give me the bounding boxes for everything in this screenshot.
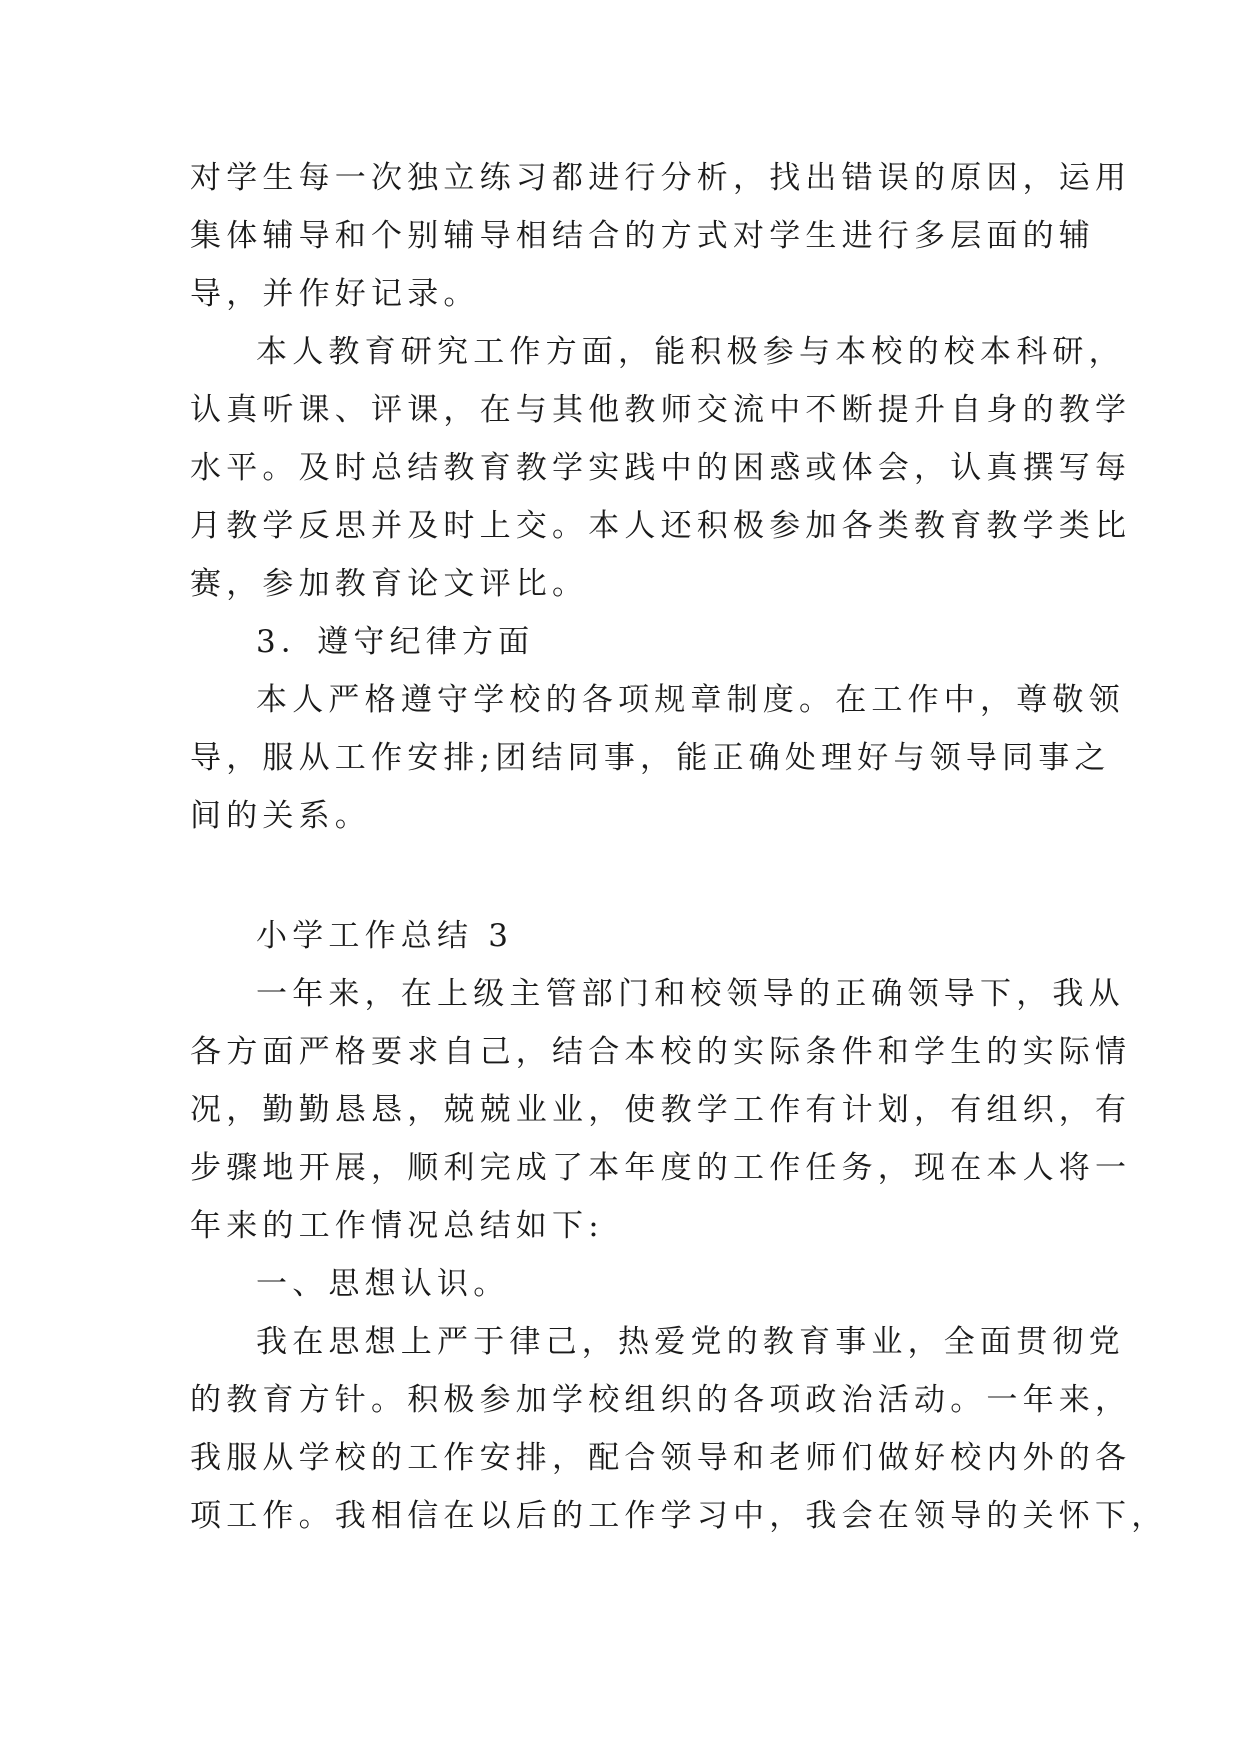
section-heading: 3．遵守纪律方面: [256, 624, 535, 660]
text-line: 月教学反思并及时上交。本人还积极参加各类教育教学类比: [190, 508, 1132, 544]
text-line: 项工作。我相信在以后的工作学习中，我会在领导的关怀下，: [190, 1498, 1168, 1534]
text-line: 赛，参加教育论文评比。: [190, 566, 589, 602]
text-line: 的教育方针。积极参加学校组织的各项政治活动。一年来，: [190, 1382, 1132, 1418]
text-line: 步骤地开展，顺利完成了本年度的工作任务，现在本人将一: [190, 1150, 1132, 1186]
text-line: 年来的工作情况总结如下:: [190, 1208, 604, 1244]
text-line: 集体辅导和个别辅导相结合的方式对学生进行多层面的辅: [190, 218, 1095, 254]
text-line: 导，并作好记录。: [190, 276, 480, 312]
text-line: 对学生每一次独立练习都进行分析，找出错误的原因，运用: [190, 160, 1132, 196]
text-line: 各方面严格要求自己，结合本校的实际条件和学生的实际情: [190, 1034, 1132, 1070]
text-line: 认真听课、评课，在与其他教师交流中不断提升自身的教学: [190, 392, 1132, 428]
text-line: 导，服从工作安排;团结同事，能正确处理好与领导同事之: [190, 740, 1111, 776]
text-line: 水平。及时总结教育教学实践中的困惑或体会，认真撰写每: [190, 450, 1132, 486]
text-line: 本人教育研究工作方面，能积极参与本校的校本科研，: [256, 334, 1125, 370]
text-line: 一年来，在上级主管部门和校领导的正确领导下，我从: [256, 976, 1125, 1012]
text-line: 间的关系。: [190, 798, 371, 834]
document-title: 小学工作总结 3: [256, 918, 514, 954]
section-heading: 一、思想认识。: [256, 1266, 510, 1302]
text-line: 况，勤勤恳恳，兢兢业业，使教学工作有计划，有组织，有: [190, 1092, 1132, 1128]
text-line: 本人严格遵守学校的各项规章制度。在工作中，尊敬领: [256, 682, 1125, 718]
text-line: 我服从学校的工作安排，配合领导和老师们做好校内外的各: [190, 1440, 1132, 1476]
text-line: 我在思想上严于律己，热爱党的教育事业，全面贯彻党: [256, 1324, 1125, 1360]
